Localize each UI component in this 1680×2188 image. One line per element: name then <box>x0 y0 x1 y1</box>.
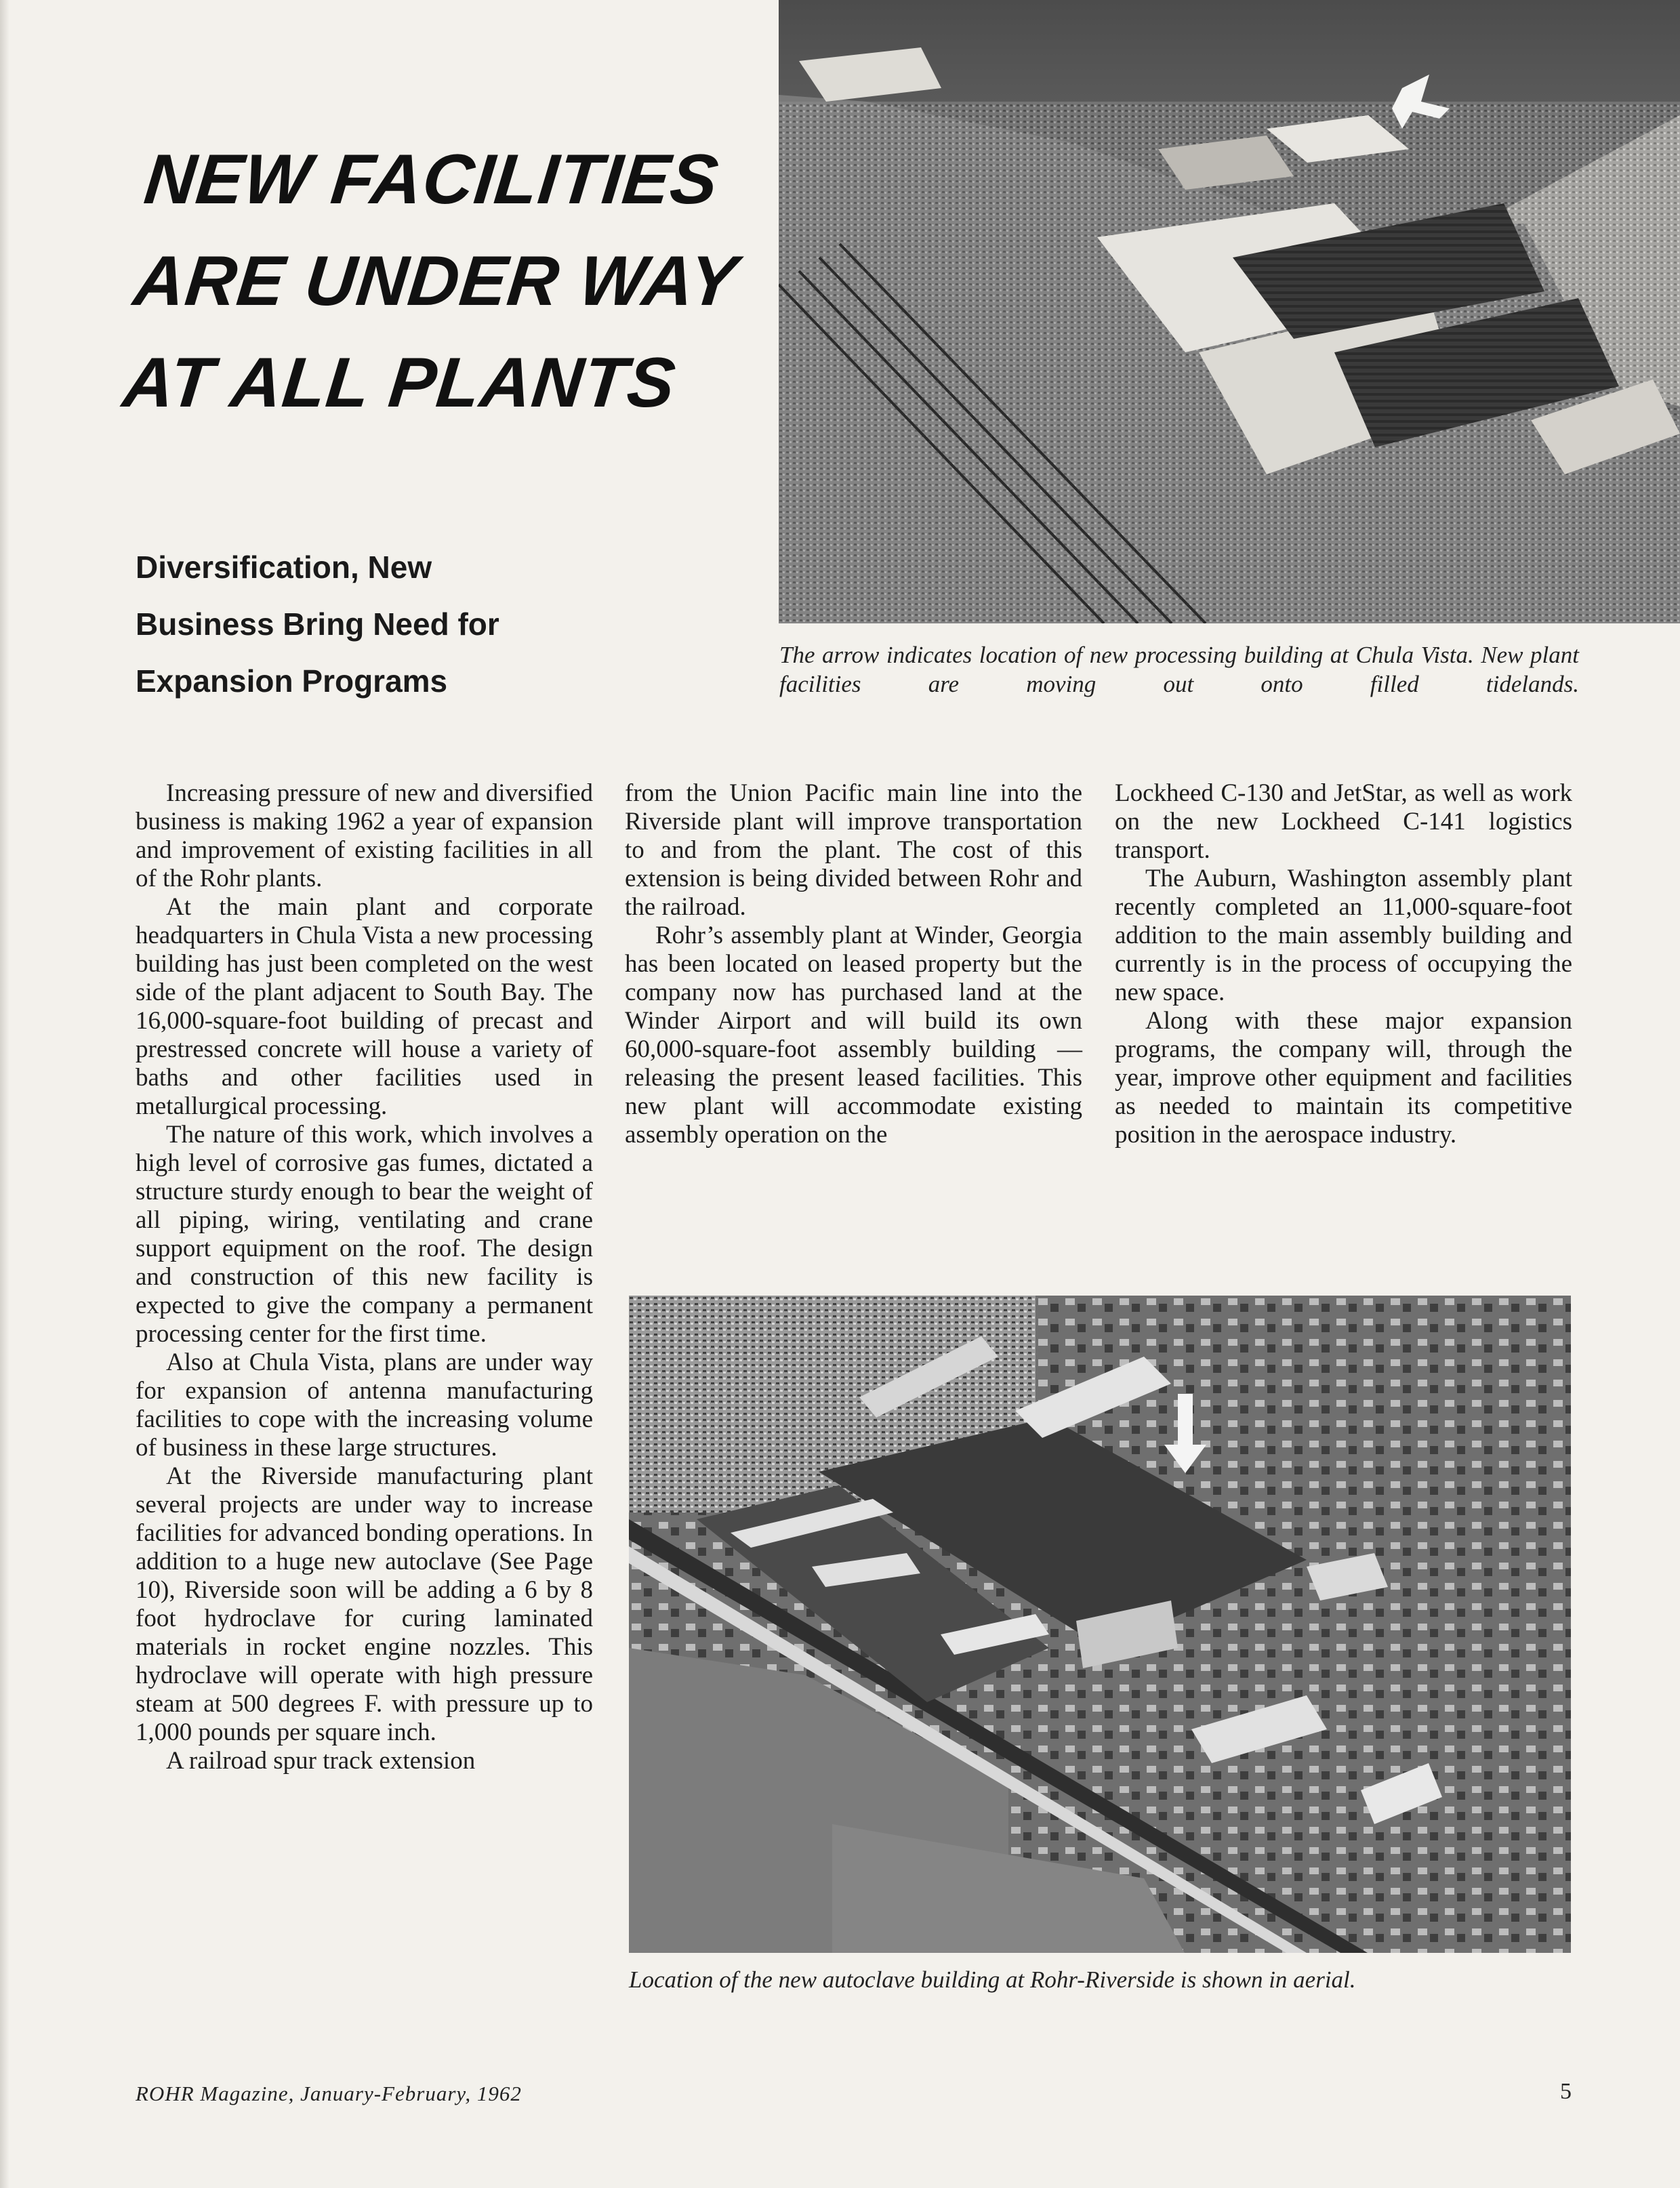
top-photo-caption: The arrow indicates location of new processing building at Chula Vista. New plant facilities are moving out onto filled tidelands. <box>779 642 1579 697</box>
article-column-1 <box>136 779 593 1775</box>
page-fold-shadow <box>0 0 9 2188</box>
paragraph: Increasing pressure of new and diversified business is making 1962 a year of expansion and improvement of existing facilities in all of the Rohr plants. <box>136 779 593 892</box>
subhead-line-1: Diversification, New <box>136 550 432 585</box>
paragraph: The nature of this work, which involves a high level of corrosive gas fumes, dictated a structure sturdy enough to bear the weight of all piping, wiring, ventilating and crane support equipment on the roof. The design and construction of this new facility is expected to give the company a permanent processing center for the first time. <box>136 1121 593 1348</box>
bottom-photo-caption: Location of the new autoclave building at Rohr-Riverside is shown in aerial. <box>629 1966 1356 1993</box>
paragraph: A railroad spur track extension <box>166 1747 476 1775</box>
headline <box>118 129 760 434</box>
paragraph: Along with these major expansion programs, the company will, through the year, improve other equipment and facilities as needed to maintain its competitive position in the aerospace industry. <box>1115 1007 1572 1149</box>
article-column-3 <box>1115 779 1572 1149</box>
paragraph: At the Riverside manufacturing plant several projects are under way to increase facilities for advanced bonding operations. In addition to a huge new autoclave (See Page 10), Riverside soon will be adding a 6 by 8 foot hydroclave for curing laminated materials in rocket engine nozzles. This hydroclave will operate with high pressure steam at 500 degrees F. with pressure up to 1,000 pounds per square inch. <box>136 1462 593 1746</box>
paragraph: Also at Chula Vista, plans are under way for expansion of antenna manufacturing facilities to cope with the increasing volume of business in these large structures. <box>136 1348 593 1462</box>
subheadline <box>136 539 569 709</box>
publication-footer: ROHR Magazine, January-February, 1962 <box>136 2082 522 2105</box>
headline-line-1: NEW FACILITIES <box>140 140 722 219</box>
subhead-line-2: Business Bring Need for <box>136 606 499 642</box>
headline-line-3: AT ALL PLANTS <box>119 344 680 422</box>
article-column-2 <box>625 779 1082 1149</box>
paragraph: from the Union Pacific main line into the Riverside plant will improve transportation to and from the plant. The cost of this extension is being divided between Rohr and the railroad. <box>625 779 1082 921</box>
paragraph: The Auburn, Washington assembly plant recently completed an 11,000-square-foot addition to the main assembly building and currently is in the process of occupying the new space. <box>1115 865 1572 1006</box>
paragraph: At the main plant and corporate headquarters in Chula Vista a new processing building has just been completed on the west side of the plant adjacent to South Bay. The 16,000-square-foot building of precast and prestressed concrete will house a variety of baths and other facilities used in metallurgical processing. <box>136 893 593 1120</box>
riverside-aerial-photo <box>629 1296 1571 1953</box>
page-number: 5 <box>1560 2079 1572 2104</box>
chula-vista-aerial-photo <box>779 0 1680 623</box>
paragraph: Rohr’s assembly plant at Winder, Georgia has been located on leased property but the company now has purchased land at the Winder Airport and will build its own 60,000-square-foot assembly building — releasing the present leased facilities. This new plant will accommodate existing assembly operation on the <box>625 922 1082 1149</box>
headline-line-2: ARE UNDER WAY <box>129 242 741 321</box>
subhead-line-3: Expansion Programs <box>136 663 448 699</box>
paragraph: Lockheed C-130 and JetStar, as well as work on the new Lockheed C-141 logistics transport. <box>1115 779 1572 864</box>
